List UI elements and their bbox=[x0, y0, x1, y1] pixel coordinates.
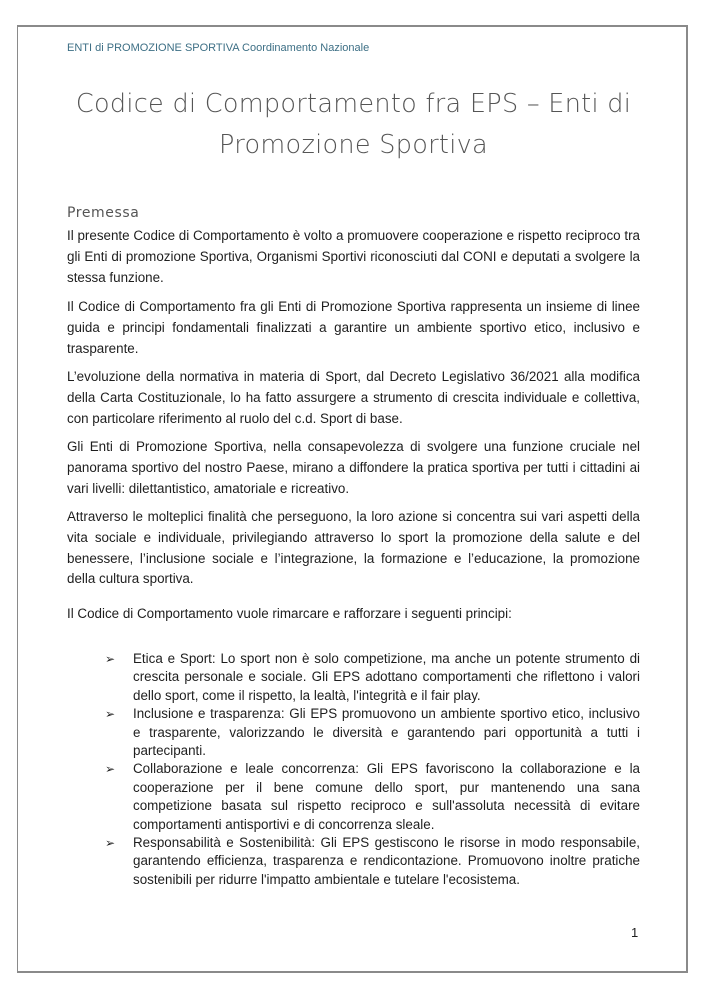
paragraph: Il presente Codice di Comportamento è volto a promuovere cooperazione e rispetto reciproco tra gli Enti di promozione Sportiva, Organismi Sportivi riconosciuti dal CONI e deputati a svolgere la stessa funzione. bbox=[67, 228, 640, 285]
list-item bbox=[105, 650, 640, 705]
paragraph: L’evoluzione della normativa in materia di Sport, dal Decreto Legislativo 36/2021 alla modifica della Carta Costituzionale, lo ha fatto assurgere a strumento di crescita individuale e collettiva, con particolare riferimento al ruolo del c.d. Sport di base. bbox=[67, 369, 640, 426]
paragraph: Gli Enti di Promozione Sportiva, nella consapevolezza di svolgere una funzione cruciale nel panorama sportivo del nostro Paese, mirano a diffondere la pratica sportiva per tutti i cittadini ai vari livelli: dilettantistico, amatoriale e ricreativo. bbox=[67, 439, 640, 496]
page-header: ENTI di PROMOZIONE SPORTIVA Coordinamento Nazionale bbox=[67, 42, 370, 54]
paragraph: Il Codice di Comportamento fra gli Enti di Promozione Sportiva rappresenta un insieme di linee guida e principi fondamentali finalizzati a garantire un ambiente sportivo etico, inclusivo e trasparente. bbox=[67, 299, 640, 356]
principle-text: Responsabilità e Sostenibilità: Gli EPS gestiscono le risorse in modo responsabile, garantendo efficienza, trasparenza e rendicontazione. Promuovono inoltre pratiche sostenibili per ridurre l'impatto ambientale e tutelare l'ecosistema. bbox=[133, 835, 640, 887]
principle-text: Collaborazione e leale concorrenza: Gli EPS favoriscono la collaborazione e la cooperazione per il bene comune dello sport, pur mantenendo una sana competizione basata sul rispetto reciproco e sull'assoluta necessità di evitare comportamenti antisportivi e di concorrenza sleale. bbox=[133, 761, 640, 832]
page-number: 1 bbox=[631, 925, 639, 940]
arrowhead-bullet-icon: ➢ bbox=[105, 707, 116, 722]
list-item bbox=[105, 760, 640, 834]
list-item bbox=[105, 834, 640, 889]
arrowhead-bullet-icon: ➢ bbox=[105, 836, 116, 851]
paragraph-intro-principles: Il Codice di Comportamento vuole rimarcare e rafforzare i seguenti principi: bbox=[67, 606, 512, 621]
document-title bbox=[40, 84, 667, 166]
arrowhead-bullet-icon: ➢ bbox=[105, 762, 116, 777]
principle-text: Inclusione e trasparenza: Gli EPS promuovono un ambiente sportivo etico, inclusivo e trasparente, valorizzando le diversità e garantendo pari opportunità a tutti i partecipanti. bbox=[133, 706, 640, 759]
paragraph: Attraverso le molteplici finalità che perseguono, la loro azione si concentra sui vari aspetti della vita sociale e individuale, privilegiando attraverso lo sport la promozione della salute e del benessere, l’inclusione sociale e l’integrazione, la formazione e l’educazione, la promozione della cultura sportiva. bbox=[67, 509, 640, 587]
principles-list bbox=[105, 650, 640, 889]
principle-text: Etica e Sport: Lo sport non è solo competizione, ma anche un potente strumento di crescita personale e sociale. Gli EPS adottano comportamenti che riflettono i valori dello sport, come il rispetto, la lealtà, l'integrità e il fair play. bbox=[133, 651, 640, 703]
list-item bbox=[105, 705, 640, 760]
section-heading: Premessa bbox=[67, 205, 140, 221]
title-line-1: Codice di Comportamento fra EPS – Enti di bbox=[75, 89, 632, 119]
title-line-2: Promozione Sportiva bbox=[219, 130, 488, 160]
arrowhead-bullet-icon: ➢ bbox=[105, 652, 116, 666]
